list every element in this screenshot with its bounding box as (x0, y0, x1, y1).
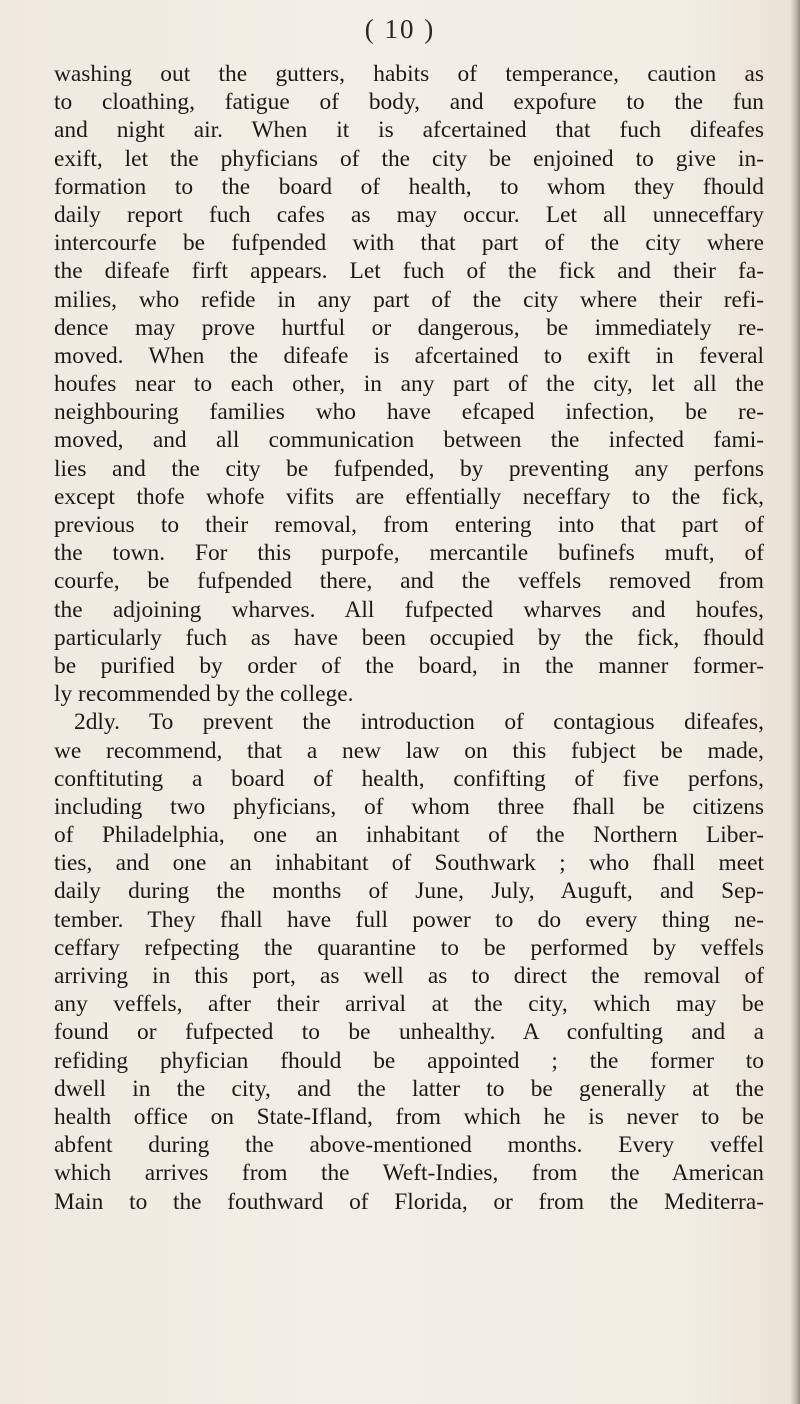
text-line: courfe, be fufpended there, and the veffels removed from (54, 568, 764, 595)
text-line: daily during the months of June, July, Auguft, and Sep- (54, 878, 764, 905)
text-line: be purified by order of the board, in the manner former- (54, 652, 764, 679)
text-line: tember. They fhall have full power to do every thing ne- (54, 906, 764, 933)
text-line: exift, let the phyficians of the city be enjoined to give in- (54, 145, 764, 172)
text-line: health office on State-Ifland, from which he is never to be (54, 1103, 764, 1130)
text-line: dence may prove hurtful or dangerous, be immediately re- (54, 314, 764, 341)
text-line: moved, and all communication between the infected fami- (54, 427, 764, 454)
text-line: ceffary refpecting the quarantine to be performed by veffels (54, 934, 764, 961)
page-number: ( 10 ) (364, 14, 436, 44)
text-line: the town. For this purpofe, mercantile bufinefs muft, of (54, 540, 764, 567)
text-line: refiding phyfician fhould be appointed ; the former to (54, 1047, 764, 1074)
text-line: arriving in this port, as well as to direct the removal of (54, 963, 764, 989)
text-line: conftituting a board of health, confifting of five perfons, (54, 765, 764, 792)
text-line: 2dly. To prevent the introduction of contagious difeafes, (74, 709, 764, 736)
text-line: previous to their removal, from entering into that part of (54, 512, 764, 538)
text-line: intercourfe be fufpended with that part of the city where (54, 230, 764, 257)
text-line: which arrives from the Weft-Indies, from the American (54, 1160, 764, 1187)
text-line: daily report fuch cafes as may occur. Let all unneceffary (54, 201, 764, 228)
text-line: abfent during the above-mentioned months. Every veffel (54, 1132, 764, 1159)
text-line: formation to the board of health, to whom they fhould (54, 173, 764, 200)
text-line: of Philadelphia, one an inhabitant of the Northern Liber- (54, 822, 764, 849)
text-line: dwell in the city, and the latter to be generally at the (54, 1075, 764, 1102)
text-line: ties, and one an inhabitant of Southwark ; who fhall meet (54, 850, 764, 877)
page-edge-shadow (790, 0, 800, 1404)
text-line: any veffels, after their arrival at the city, which may be (54, 991, 764, 1018)
text-line: neighbouring families who have efcaped infection, be re- (54, 399, 764, 426)
text-line: except thofe whofe vifits are effentially neceffary to the fick, (54, 483, 764, 510)
text-line: and night air. When it is afcertained that fuch difeafes (54, 117, 764, 144)
body-text (54, 60, 764, 1216)
text-line: the difeafe firft appears. Let fuch of the fick and their fa- (54, 258, 764, 285)
text-line: moved. When the difeafe is afcertained to exift in feveral (54, 342, 764, 369)
text-line: washing out the gutters, habits of temperance, caution as (54, 61, 764, 87)
text-line: milies, who refide in any part of the city where their refi- (54, 286, 764, 313)
text-line: lies and the city be fufpended, by preventing any perfons (54, 455, 764, 482)
text-line: particularly fuch as have been occupied by the fick, fhould (54, 624, 764, 651)
text-line: the adjoining wharves. All fufpected wharves and houfes, (54, 596, 764, 623)
text-line: we recommend, that a new law on this fubject be made, (54, 737, 764, 764)
text-line: ly recommended by the college. (54, 681, 354, 708)
text-line: houfes near to each other, in any part of the city, let all the (54, 371, 764, 398)
text-line: found or fufpected to be unhealthy. A confulting and a (54, 1019, 764, 1046)
text-line: Main to the fouthward of Florida, or from the Mediterra- (54, 1188, 764, 1215)
text-line: to cloathing, fatigue of body, and expofure to the fun (54, 89, 764, 116)
text-line: including two phyficians, of whom three fhall be citizens (54, 793, 764, 820)
